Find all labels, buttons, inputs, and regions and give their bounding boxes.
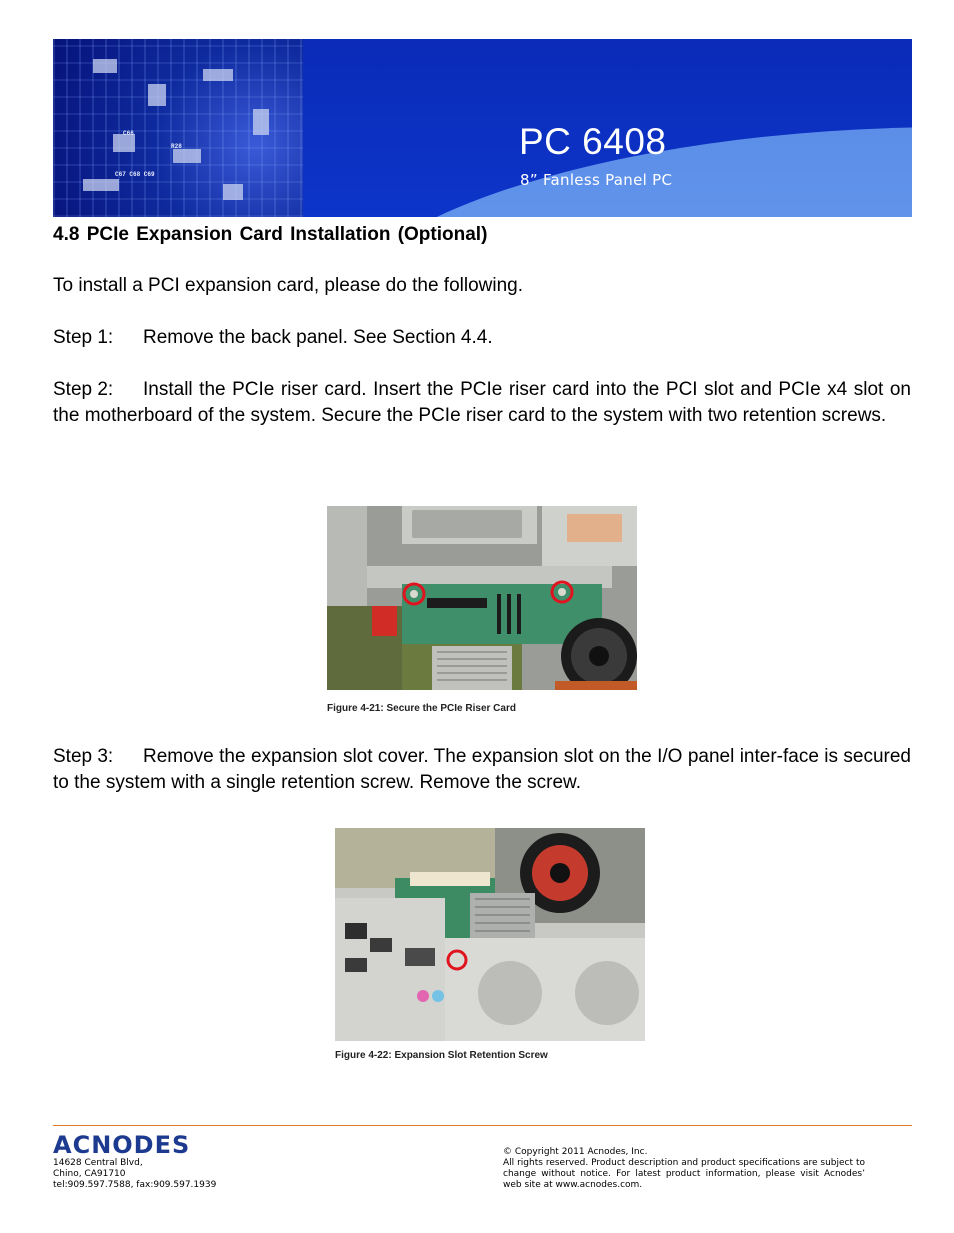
step-text: Remove the expansion slot cover. The expansion slot on the I/O panel inter-face is secured to the system with a single retention screw. Remove the screw. xyxy=(53,746,911,793)
step-label: Step 3: xyxy=(53,746,114,767)
circuit-board-image: C66 C67 C68 C69 R28 xyxy=(53,39,343,217)
step-text: Install the PCIe riser card. Insert the PCIe riser card into the PCI slot and PCIe x4 slot on the motherboard of the system. Secure the PCIe riser card to the system with two retention screws. xyxy=(53,379,911,426)
figure-expansion-slot-photo xyxy=(335,828,645,1041)
copyright-line: © Copyright 2011 Acnodes, Inc. xyxy=(503,1147,648,1157)
product-title: PC 6408 xyxy=(519,121,667,162)
step-label: Step 2: xyxy=(53,379,114,400)
rights-notice: All rights reserved. Product description and product specifications are subject to change without notice. For latest product information, please visit Acnodes’ web site at www.acnodes.com. xyxy=(503,1158,865,1190)
copyright-notice xyxy=(503,1147,865,1191)
company-address xyxy=(53,1158,216,1191)
product-subtitle: 8” Fanless Panel PC xyxy=(520,171,673,189)
step-1 xyxy=(53,325,911,351)
contact-line: tel:909.597.7588, fax:909.597.1939 xyxy=(53,1180,217,1190)
footer-divider xyxy=(53,1125,912,1126)
step-3 xyxy=(53,744,911,796)
intro-paragraph: To install a PCI expansion card, please do the following. xyxy=(53,275,523,296)
section-heading: 4.8 PCIe Expansion Card Installation (Optional) xyxy=(53,224,488,245)
figure-riser-card-photo xyxy=(327,506,637,690)
figure-caption: Figure 4-21: Secure the PCIe Riser Card xyxy=(327,703,516,714)
figure-caption: Figure 4-22: Expansion Slot Retention Screw xyxy=(335,1050,548,1061)
address-line: Chino, CA91710 xyxy=(53,1169,126,1179)
header-banner xyxy=(53,39,912,217)
step-label: Step 1: xyxy=(53,327,114,348)
step-text: Remove the back panel. See Section 4.4. xyxy=(143,327,493,348)
step-2 xyxy=(53,377,911,429)
address-line: 14628 Central Blvd, xyxy=(53,1158,143,1168)
acnodes-logo: ACNODES xyxy=(53,1131,191,1159)
